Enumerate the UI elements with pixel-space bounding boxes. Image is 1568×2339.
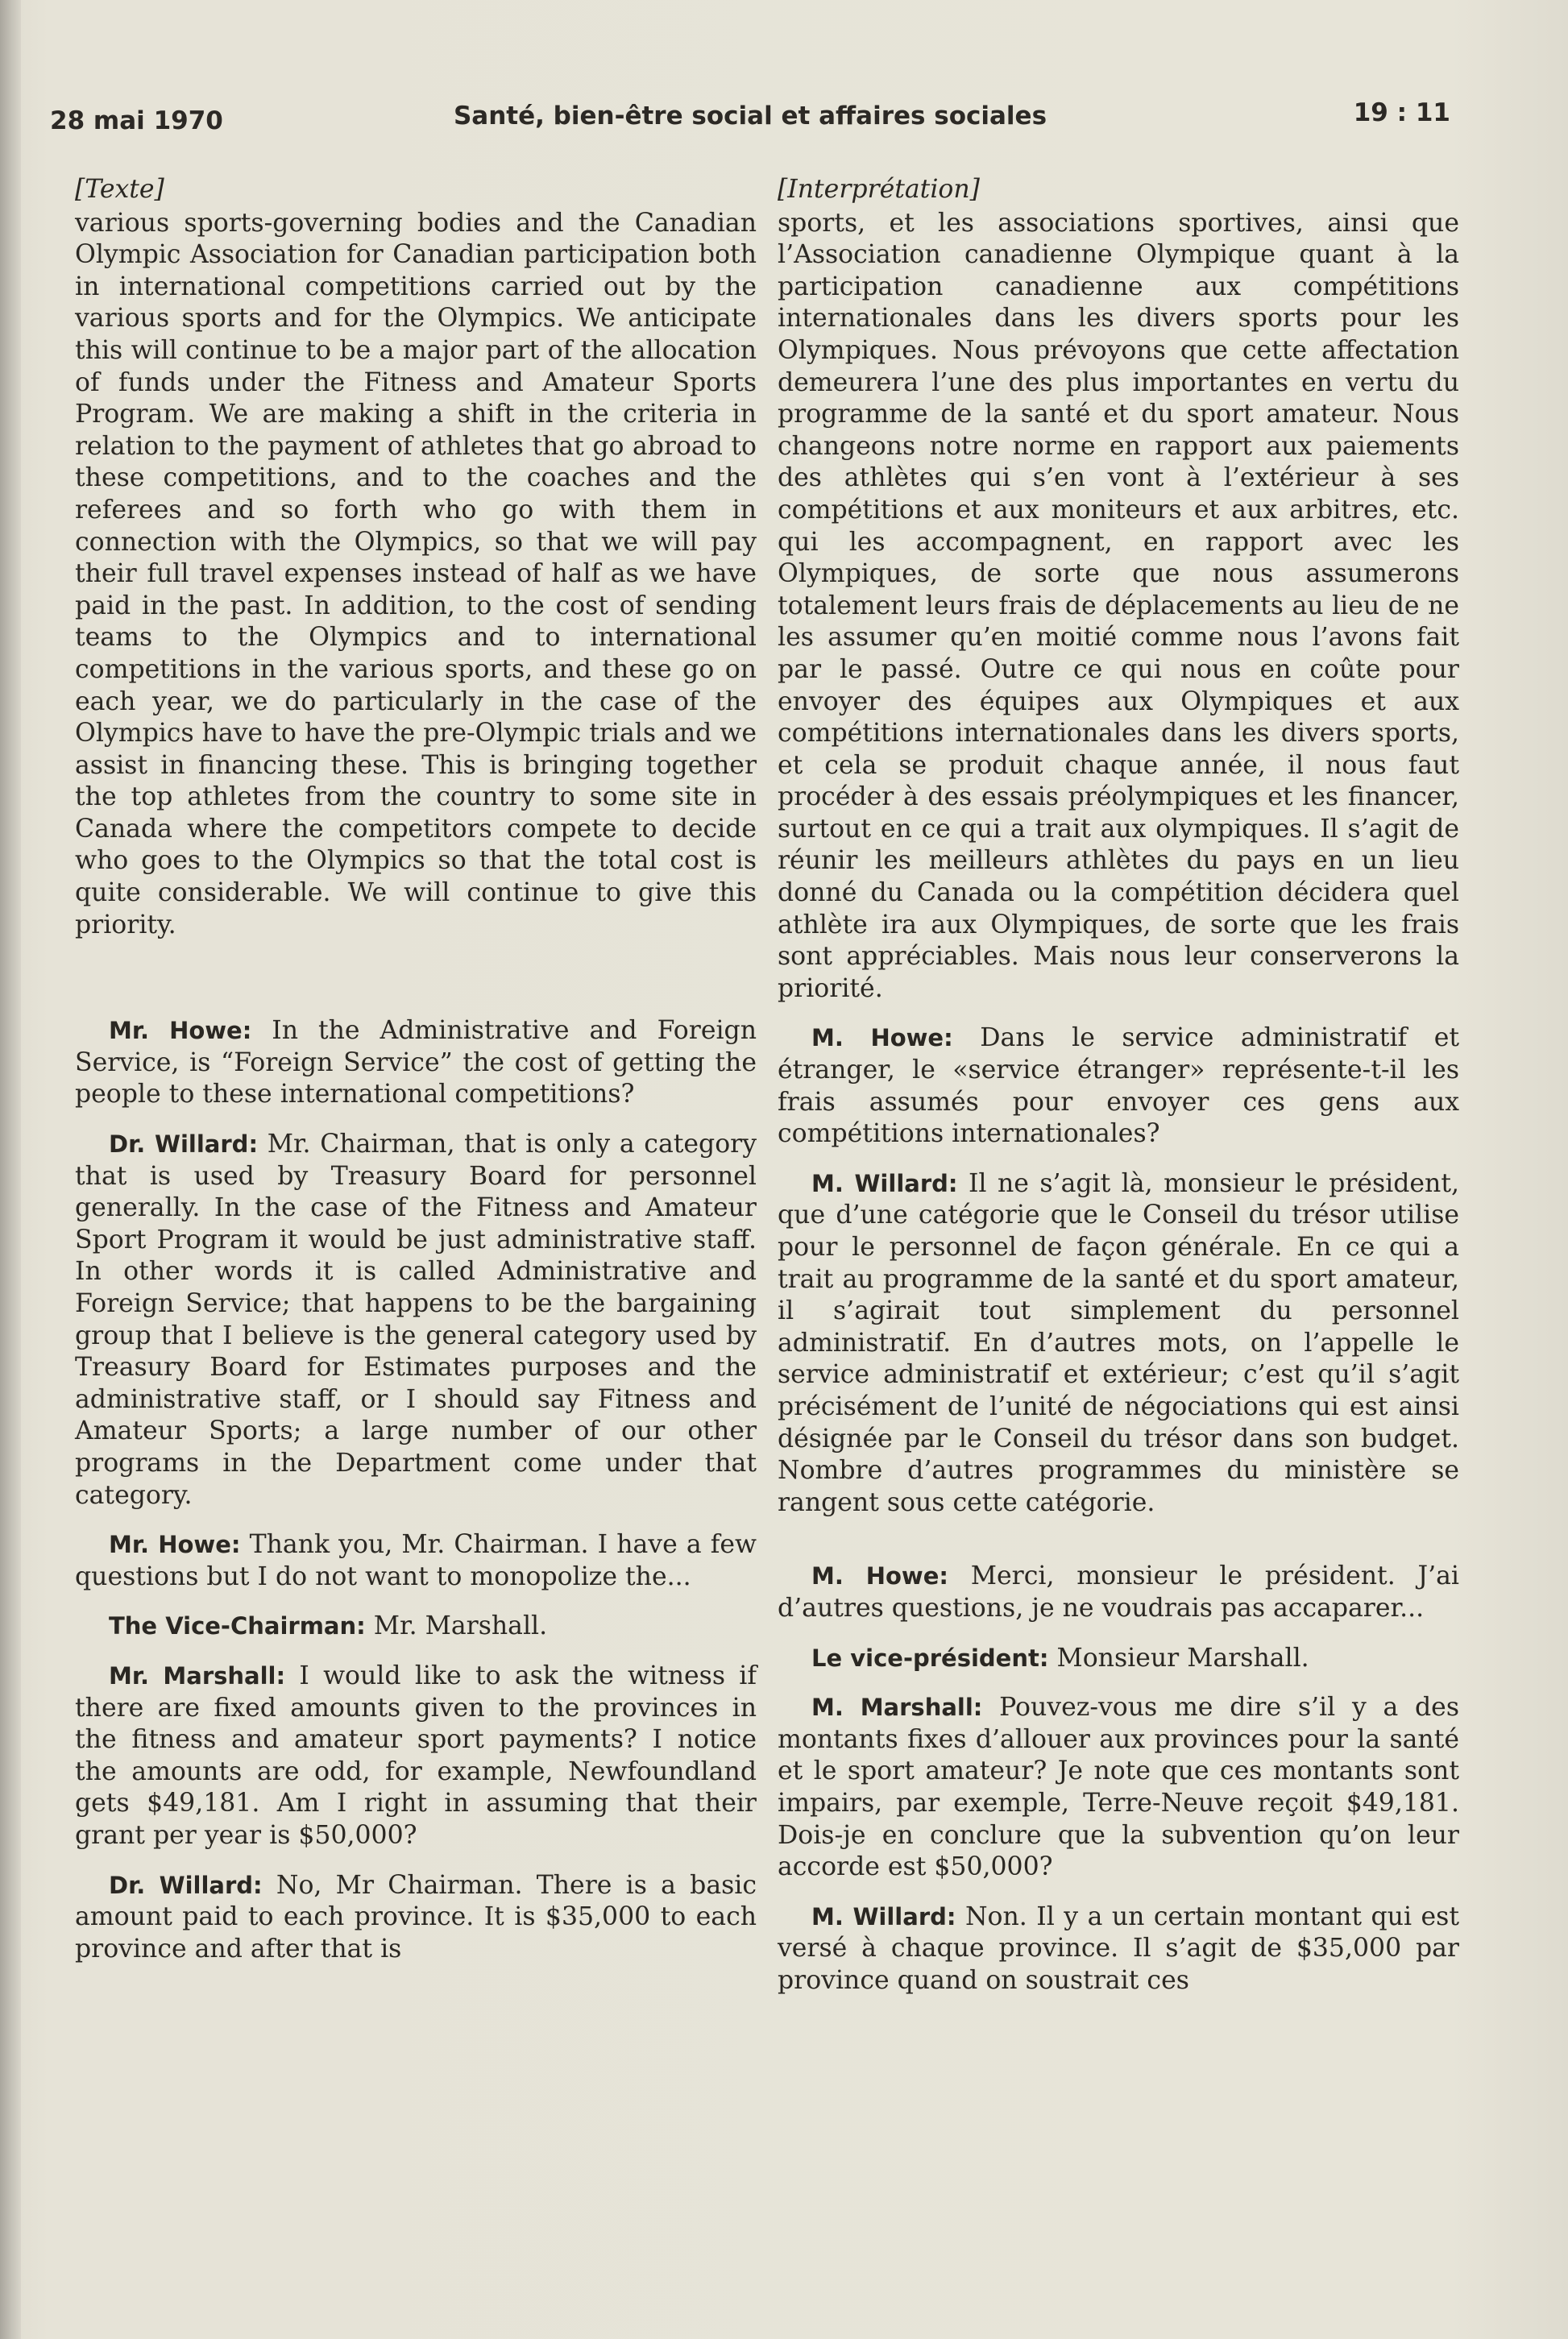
speech-text: Mr. Marshall.	[365, 1611, 548, 1641]
speaker-name: M. Willard:	[811, 1169, 958, 1197]
speech-text: Merci, monsieur le président. J’ai d’autres questions, je ne voudrais pas accaparer...	[778, 1561, 1459, 1623]
book-binding-edge	[0, 0, 21, 2339]
speaker-name: The Vice-Chairman:	[109, 1612, 366, 1640]
intro-paragraph: sports, et les associations sportives, ainsi que l’Association canadienne Olympique quant à la participation canadienne aux compétitions internationales dans les divers sports pour les Olympiques. Nous prévoyons que cette affectation demeurera l’une des plus importantes en vertu du programme de la santé et du sport amateur. Nous changeons notre norme en rapport aux paiements des athlètes qui s’en vont à l’extérieur à ses compétitions et aux moniteurs et aux arbitres, etc. qui les accompagnent, en rapport avec les Olympiques, de sorte que nous assumerons totalement leurs frais de déplacements au lieu de ne les assumer qu’en moitié comme nous l’avons fait par le passé. Outre ce qui nous en coûte pour envoyer des équipes aux Olympiques et aux compétitions internationales dans les divers sports, et cela se produit chaque année, il nous faut procéder à des essais préolympiques et les financer, surtout en ce qui a trait aux olympiques. Il s’agit de réunir les meilleurs athlètes du pays en un lieu donné du Canada ou la compétition décidera quel athlète ira aux Olympiques, de sorte que les frais sont appréciables. Mais nous leur conserverons la priorité.	[778, 208, 1459, 1003]
speech-paragraph	[75, 1661, 757, 1852]
speech-text: No, Mr Chairman. There is a basic amount paid to each province. It is $35,000 to each province and after that is	[75, 1870, 757, 1964]
speech-text: Thank you, Mr. Chairman. I have a few questions but I do not want to monopolize the...	[75, 1530, 757, 1591]
speech-paragraph	[778, 1901, 1459, 1997]
speaker-name: Mr. Howe:	[109, 1531, 241, 1559]
speech-text: Il ne s’agit là, monsieur le président, que d’une catégorie que le Conseil du trésor utilise pour le personnel de façon générale. En ce qui a trait au programme de la santé et du sport amateur, il s’agirait tout simplement du personnel administratif. En d’autres mots, on l’appelle le service administratif et extérieur; c’est qu’il s’agit précisément de l’unité de négociations qui est ainsi désignée par le Conseil du trésor dans son budget. Nombre d’autres programmes du ministère se rangent sous cette catégorie.	[778, 1168, 1459, 1517]
speech-paragraph	[778, 1561, 1459, 1624]
speech-paragraph	[75, 1870, 757, 1966]
speaker-name: Le vice-président:	[811, 1644, 1049, 1672]
intro-paragraph: various sports-governing bodies and the Canadian Olympic Association for Canadian participation both in international competitions carried out by the various sports and for the Olympics. We anticipate this will continue to be a major part of the allocation of funds under the Fitness and Amateur Sports Program. We are making a shift in the criteria in relation to the payment of athletes that go abroad to these competitions, and to the coaches and the referees and so forth who go with them in connection with the Olympics, so that we will pay their full travel expenses instead of half as we have paid in the past. In addition, to the cost of sending teams to the Olympics and to international competitions in the various sports, and these go on each year, we do particularly in the case of the Olympics have to have the pre-Olympic trials and we assist in financing these. This is bringing together the top athletes from the country to some site in Canada where the competitors compete to decide who goes to the Olympics so that the total cost is quite considerable. We will continue to give this priority.	[75, 208, 757, 939]
speech-text: Monsieur Marshall.	[1048, 1643, 1309, 1673]
speaker-name: M. Willard:	[811, 1902, 956, 1931]
left-column-english	[75, 174, 757, 1965]
speaker-name: M. Howe:	[811, 1562, 948, 1590]
speech-text: In the Administrative and Foreign Service, is “Foreign Service” the cost of getting the people to these international competitions?	[75, 1016, 757, 1109]
header-date: 28 mai 1970	[50, 106, 223, 135]
speech-paragraph	[75, 1129, 757, 1512]
speech-paragraph	[778, 1692, 1459, 1884]
speech-paragraph	[75, 1015, 757, 1111]
speaker-name: M. Marshall:	[811, 1694, 983, 1722]
speech-paragraph	[75, 1529, 757, 1593]
speech-paragraph	[778, 1643, 1459, 1675]
right-column-french	[778, 174, 1459, 1997]
speech-paragraph	[778, 1168, 1459, 1520]
speech-text: Non. Il y a un certain montant qui est versé à chaque province. Il s’agit de $35,000 par province quand on soustrait ces	[778, 1901, 1459, 1995]
column-label: [Interprétation]	[778, 175, 980, 204]
speech-text: Dans le service administratif et étranger, le «service étranger» représente-t-il les frais assumés pour envoyer ces gens aux compétitions internationales?	[778, 1023, 1459, 1149]
page-header	[50, 98, 1450, 139]
speech-text: I would like to ask the witness if there are fixed amounts given to the provinces in the fitness and amateur sport payments? I notice the amounts are odd, for example, Newfoundland gets $49,181. Am I right in assuming that their grant per year is $50,000?	[75, 1661, 757, 1850]
speaker-name: Dr. Willard:	[109, 1871, 263, 1899]
speech-paragraph	[75, 1611, 757, 1643]
header-page-number: 19 : 11	[1353, 98, 1450, 127]
speaker-name: Mr. Marshall:	[109, 1661, 286, 1690]
speech-text: Pouvez-vous me dire s’il y a des montants fixes d’allouer aux provinces pour la santé et le sport amateur? Je note que ces montants sont impairs, par exemple, Terre-Neuve reçoit $49,181. Dois-je en conclure que la subvention qu’on leur accorde est $50,000?	[778, 1693, 1459, 1882]
speech-paragraph	[778, 1022, 1459, 1150]
header-title: Santé, bien-être social et affaires sociales	[453, 102, 1047, 131]
speaker-name: M. Howe:	[811, 1024, 953, 1052]
column-label: [Texte]	[75, 175, 164, 204]
speech-text: Mr. Chairman, that is only a category that is used by Treasury Board for personnel generally. In the case of the Fitness and Amateur Sport Program it would be just administrative staff. In other words it is called Administrative and Foreign Service; that happens to be the bargaining group that I believe is the general category used by Treasury Board for Estimates purposes and the administrative staff, or I should say Fitness and Amateur Sports; a large number of our other programs in the Department come under that category.	[75, 1130, 757, 1510]
speaker-name: Mr. Howe:	[109, 1017, 252, 1045]
speaker-name: Dr. Willard:	[109, 1130, 259, 1159]
